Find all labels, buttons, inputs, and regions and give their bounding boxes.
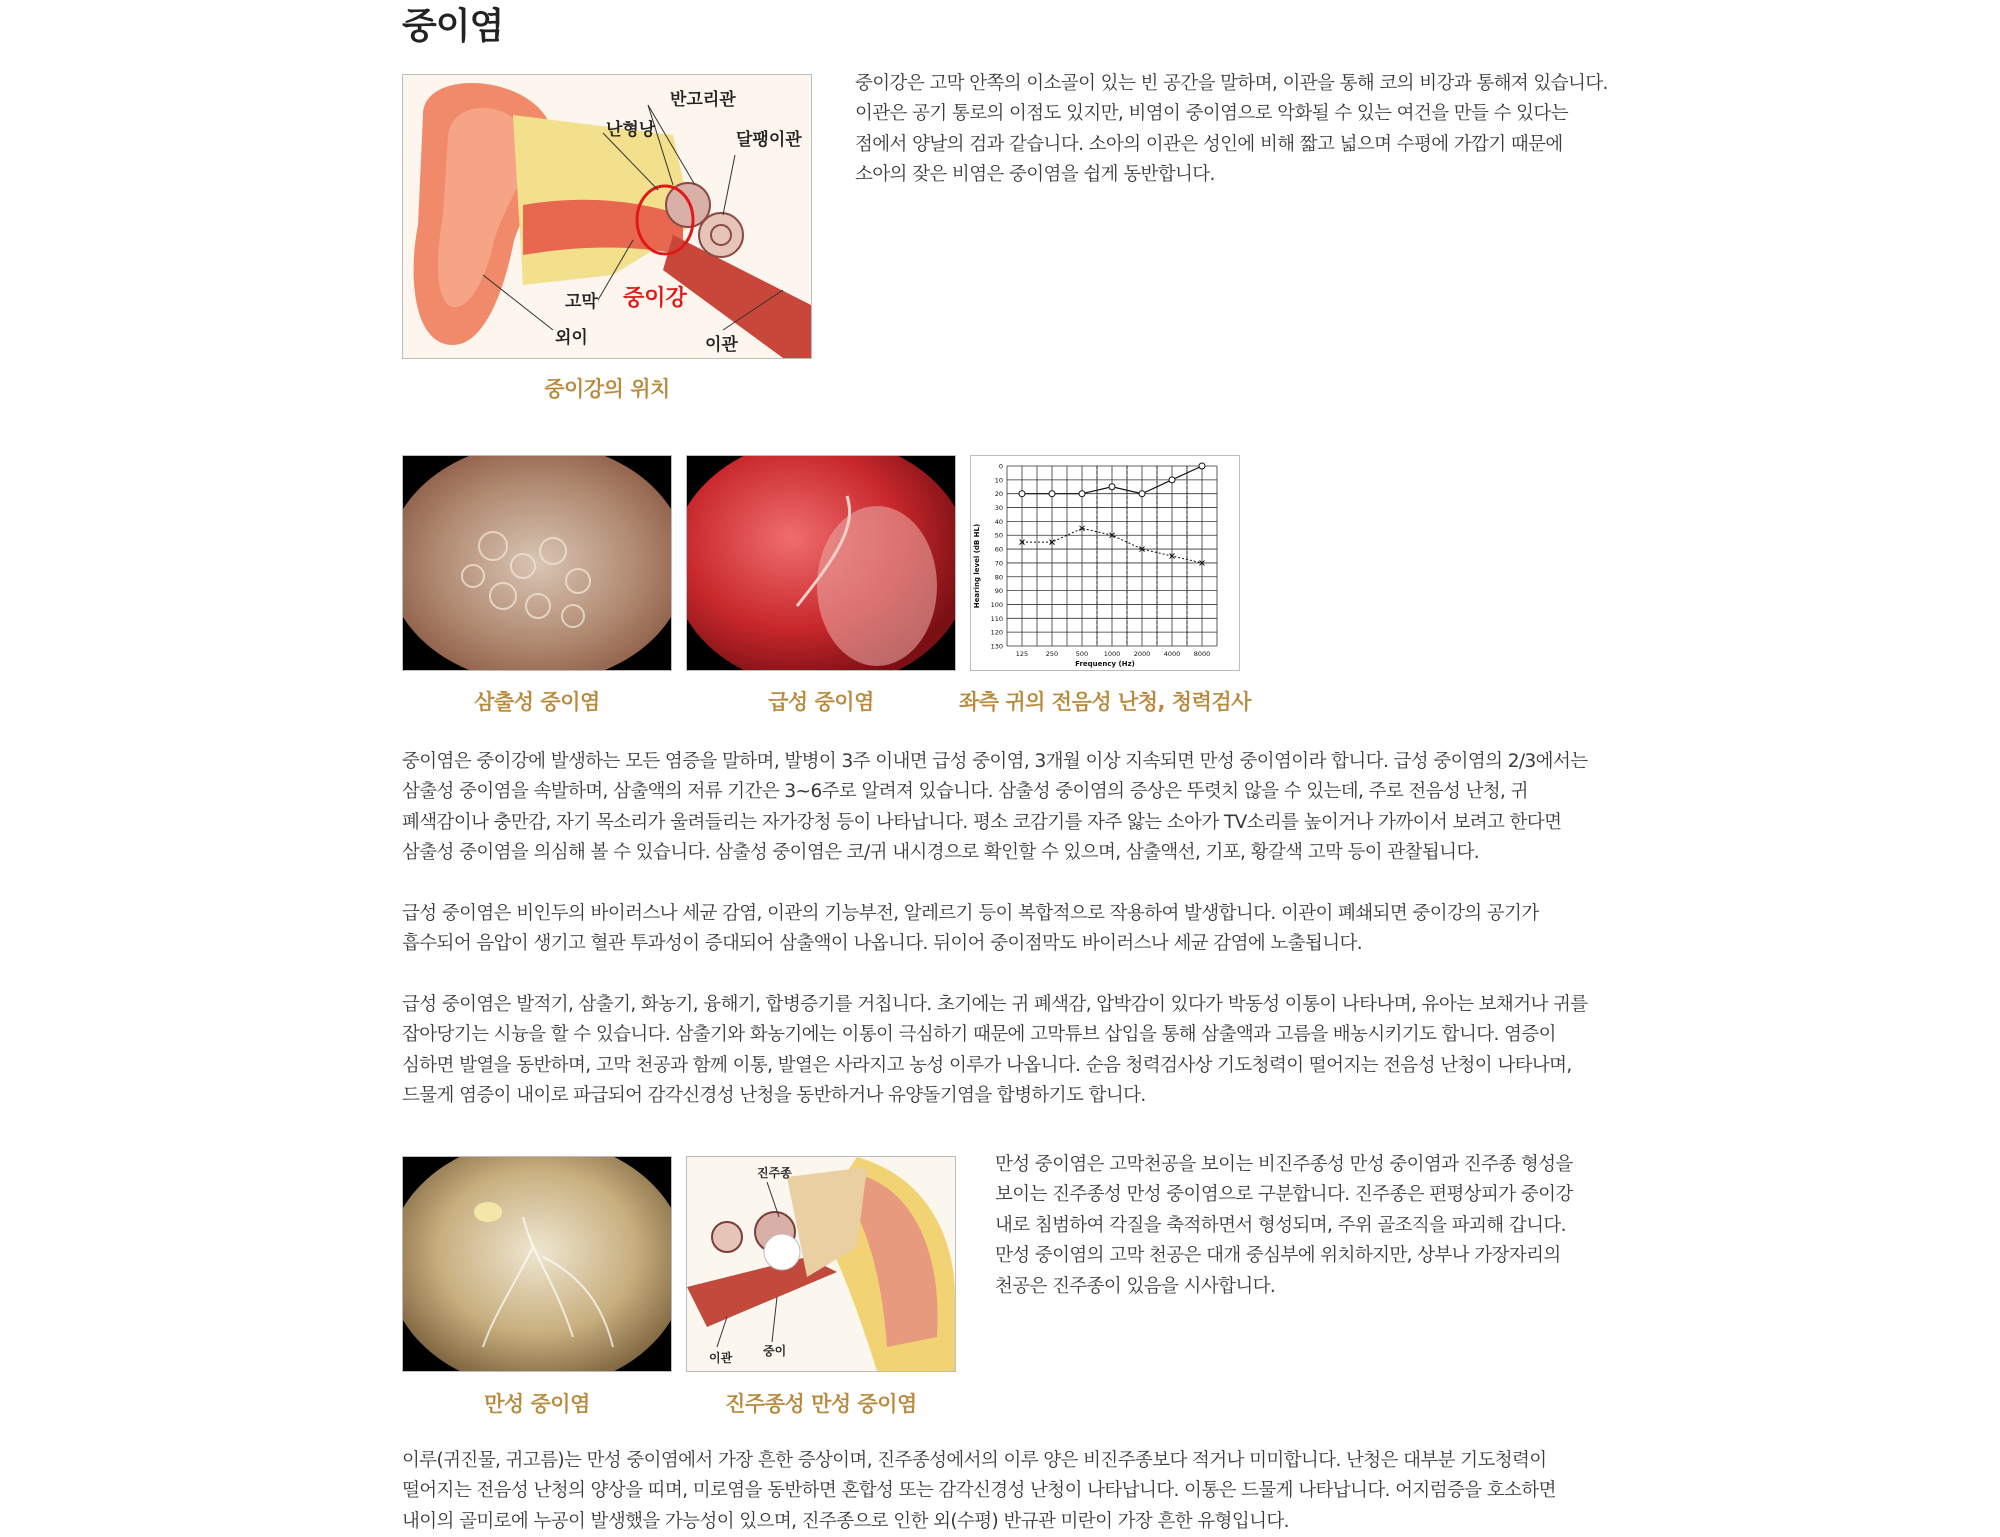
audiogram-point (1049, 491, 1055, 497)
audiogram-ytick-label: 90 (994, 587, 1003, 596)
chronic-otitis-photo (402, 1156, 672, 1372)
caption-cholesteatoma: 진주종성 만성 중이염 (725, 1392, 917, 1416)
caption-effusion-otitis: 삼출성 중이염 (474, 690, 600, 714)
audiogram-ytick-label: 100 (990, 600, 1003, 609)
body-paragraph-1: 중이염은 중이강에 발생하는 모든 염증을 말하며, 발병이 3주 이내면 급성 중이염, 3개월 이상 지속되면 만성 중이염이라 합니다. 급성 중이염의 2/3에서는 삼출성 중이염을 속발하며, 삼출액의 저류 기간은 3~6주로 알려져 있습니다. 삼출성 중이염의 증상은 뚜렷치 않을 수 있는데, 주로 전음성 난청, 귀 폐색감이나 충만감, 자기 목소리가 울려들리는 자가강청 등이 나타납니다. 평소 코감기를 자주 앓는 소아가 TV소리를 높이거나 가까이서 보려고 한다면 삼출성 중이염을 의심해 볼 수 있습니다. 삼출성 중이염은 코/귀 내시경으로 확인할 수 있으며, 삼출액선, 기포, 황갈색 고막 등이 관찰됩니다. (402, 751, 1588, 864)
ear-anatomy-image (402, 74, 812, 359)
intro-paragraph: 중이강은 고막 안쪽의 이소골이 있는 빈 공간을 말하며, 이관을 통해 코의 비강과 통해져 있습니다. 이관은 공기 통로의 이점도 있지만, 비염이 중이염으로 악화될 수 있는 여건을 만들 수 있다는 점에서 양날의 검과 같습니다. 소아의 이관은 성인에 비해 짧고 넓으며 수평에 가깝기 때문에 소아의 잦은 비염은 중이염을 쉽게 동반합니다. (855, 73, 1608, 186)
audiogram-point (1079, 491, 1085, 497)
effusion-otitis-photo (402, 455, 672, 671)
audiogram-chart (971, 456, 1239, 670)
audiogram-xtick-label: 125 (1015, 650, 1029, 658)
audiogram-point (1199, 463, 1205, 469)
cholesteatoma-diagram (686, 1156, 956, 1372)
audiogram-ytick-label: 130 (990, 642, 1003, 651)
caption-middle-ear-location: 중이강의 위치 (544, 377, 670, 401)
audiogram-ytick-label: 120 (990, 628, 1003, 637)
audiogram-point (1169, 477, 1175, 483)
chronic-paragraph: 만성 중이염은 고막천공을 보이는 비진주종성 만성 중이염과 진주종 형성을 보이는 진주종성 만성 중이염으로 구분합니다. 진주종은 편평상피가 중이강 내로 침범하여 각질을 축적하면서 형성되며, 주위 골조직을 파괴해 갑니다. 만성 중이염의 고막 천공은 대개 중심부에 위치하지만, 상부나 가장자리의 천공은 진주종이 있음을 시사합니다. (995, 1154, 1573, 1297)
audiogram-xtick-label: 500 (1075, 650, 1089, 658)
audiogram-xlabel: Frequency (Hz) (1075, 660, 1135, 668)
label-semicircular: 반고리관 (670, 90, 736, 110)
audiogram-point (1139, 491, 1145, 497)
audiogram-point (1109, 484, 1115, 490)
label-saccule: 난형낭 (606, 120, 656, 140)
audiogram-xtick-label: 2000 (1133, 650, 1151, 658)
audiogram-ytick-label: 30 (994, 504, 1003, 513)
audiogram-ytick-label: 50 (994, 531, 1003, 540)
audiogram-ylabel: Hearing level (dB HL) (973, 523, 981, 609)
label-cochlea: 달팽이관 (736, 130, 802, 150)
body-paragraph-3: 급성 중이염은 발적기, 삼출기, 화농기, 융해기, 합병증기를 거칩니다. 초기에는 귀 폐색감, 압박감이 있다가 박동성 이통이 나타나며, 유아는 보채거나 귀를 잡아당기는 시늉을 할 수 있습니다. 삼출기와 화농기에는 이통이 극심하기 때문에 고막튜브 삽입을 통해 삼출액과 고름을 배농시키기도 합니다. 염증이 심하면 발열을 동반하며, 고막 천공과 함께 이통, 발열은 사라지고 농성 이루가 나옵니다. 순음 청력검사상 기도청력이 떨어지는 전음성 난청이 나타나며, 드물게 염증이 내이로 파급되어 감각신경성 난청을 동반하거나 유양돌기염을 합병하기도 합니다. (402, 994, 1588, 1107)
label-middle: 중이 (763, 1344, 787, 1358)
page-title: 중이염 (402, 6, 504, 47)
audiogram-ytick-label: 20 (994, 490, 1003, 499)
label-eardrum: 고막 (565, 292, 598, 312)
audiogram-xtick-label: 250 (1045, 650, 1059, 658)
acute-otitis-photo (686, 455, 956, 671)
audiogram-xtick-label: 8000 (1193, 650, 1211, 658)
audiogram-image (970, 455, 1240, 671)
body-paragraph-2: 급성 중이염은 비인두의 바이러스나 세균 감염, 이관의 기능부전, 알레르기 등이 복합적으로 작용하여 발생합니다. 이관이 폐쇄되면 중이강의 공기가 흡수되어 음압이 생기고 혈관 투과성이 증대되어 삼출액이 나옵니다. 뒤이어 중이점막도 바이러스나 세균 감염에 노출됩니다. (402, 903, 1539, 955)
caption-chronic-otitis: 만성 중이염 (484, 1392, 590, 1416)
label-middle-ear: 중이강 (623, 286, 687, 311)
audiogram-ytick-label: 10 (994, 476, 1003, 485)
audiogram-ytick-label: 70 (994, 559, 1003, 568)
audiogram-ytick-label: 110 (990, 614, 1003, 623)
audiogram-point (1019, 491, 1025, 497)
audiogram-xtick-label: 4000 (1163, 650, 1181, 658)
label-tube: 이관 (705, 335, 738, 355)
label-outer-ear: 외이 (555, 328, 588, 348)
audiogram-ytick-label: 60 (994, 545, 1003, 554)
audiogram-ytick-label: 0 (998, 462, 1003, 471)
label-cholesteatoma: 진주종 (757, 1166, 792, 1180)
audiogram-ytick-label: 40 (994, 517, 1003, 526)
caption-acute-otitis: 급성 중이염 (768, 690, 874, 714)
audiogram-xtick-label: 1000 (1103, 650, 1121, 658)
audiogram-ytick-label: 80 (994, 573, 1003, 582)
caption-audiogram: 좌측 귀의 전음성 난청, 청력검사 (959, 690, 1251, 714)
final-paragraph: 이루(귀진물, 귀고름)는 만성 중이염에서 가장 흔한 증상이며, 진주종성에서의 이루 양은 비진주종보다 적거나 미미합니다. 난청은 대부분 기도청력이 떨어지는 전음성 난청의 양상을 띠며, 미로염을 동반하면 혼합성 또는 감각신경성 난청이 나타납니다. 이통은 드물게 나타납니다. 어지럼증을 호소하면 내이의 골미로에 누공이 발생했을 가능성이 있으며, 진주종으로 인한 외(수평) 반규관 미란이 가장 흔한 유형입니다. (402, 1450, 1556, 1532)
label-tube-2: 이관 (709, 1351, 733, 1365)
